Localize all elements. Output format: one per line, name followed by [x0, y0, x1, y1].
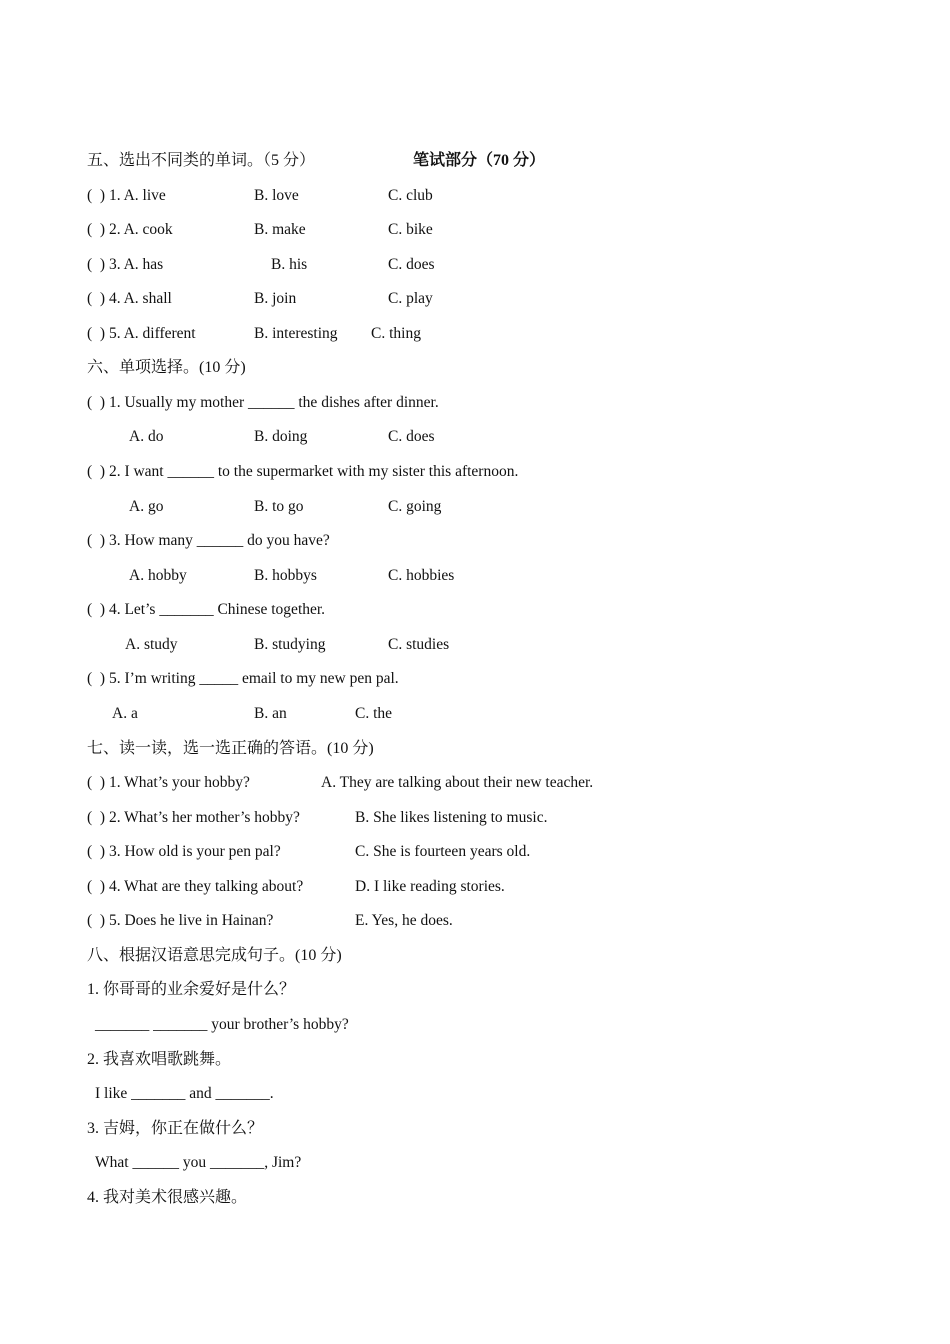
s6-item-5-option-a: A. a	[112, 704, 138, 722]
s6-item-5-option-c: C. the	[355, 704, 393, 722]
s6-item-5-option-b: B. an	[254, 704, 287, 722]
s8-item-2-english-text: I like _______ and _______.	[95, 1085, 274, 1103]
s7-item-1-question: ( ) 1. What’s your hobby?	[87, 774, 250, 792]
page-title-text: 笔试部分（70 分）	[412, 151, 545, 169]
s6-item-4-option-c: C. studies	[388, 635, 450, 653]
s5-item-2	[0, 213, 950, 248]
s8-item-3-english-text: What ______ you _______, Jim?	[95, 1154, 302, 1172]
s6-item-5-question-text: ( ) 5. I’m writing _____ email to my new pen pal.	[87, 670, 399, 688]
s7-item-2	[0, 801, 950, 836]
s8-item-2-chinese	[0, 1043, 950, 1078]
s5-item-4	[0, 282, 950, 317]
s7-answer-a: A. They are talking about their new teacher.	[321, 774, 594, 792]
s5-item-5-option-a: ( ) 5. A. different	[87, 324, 196, 342]
s6-item-1-question	[0, 386, 950, 421]
section-6-heading	[0, 351, 950, 386]
s6-item-4-option-a: A. study	[125, 635, 178, 653]
s8-item-1-chinese-text: 1. 你哥哥的业余爱好是什么？	[87, 981, 296, 999]
s8-item-1-english-text: _______ _______ your brother’s hobby?	[95, 1016, 349, 1034]
s7-answer-d: D. I like reading stories.	[355, 877, 505, 895]
s6-item-3-option-a: A. hobby	[129, 566, 187, 584]
s6-item-2-question	[0, 455, 950, 490]
section-5-heading	[0, 144, 950, 179]
s8-item-4-chinese	[0, 1181, 950, 1216]
section-7-heading-text: 七、读一读，选一选正确的答语。(10 分)	[87, 739, 374, 757]
s5-item-4-option-c: C. play	[388, 290, 433, 308]
s8-item-1-chinese	[0, 973, 950, 1008]
s7-item-5-question: ( ) 5. Does he live in Hainan?	[87, 912, 274, 930]
section-8-heading-text: 八、根据汉语意思完成句子。(10 分)	[87, 946, 342, 964]
section-8-heading	[0, 939, 950, 974]
s5-item-4-option-b: B. join	[254, 290, 297, 308]
s5-item-3	[0, 248, 950, 283]
s5-item-2-option-a: ( ) 2. A. cook	[87, 221, 173, 239]
section-7-heading	[0, 732, 950, 767]
s7-answer-c: C. She is fourteen years old.	[355, 843, 531, 861]
s7-item-3-question: ( ) 3. How old is your pen pal?	[87, 843, 281, 861]
s6-item-4-option-b: B. studying	[254, 635, 326, 653]
s6-item-1-option-b: B. doing	[254, 428, 308, 446]
s7-item-5	[0, 904, 950, 939]
s7-item-4	[0, 870, 950, 905]
exam-sheet	[0, 109, 950, 1215]
s5-item-5-option-b: B. interesting	[254, 324, 338, 342]
s8-item-2-chinese-text: 2. 我喜欢唱歌跳舞。	[87, 1050, 232, 1068]
s8-item-3-english	[0, 1146, 950, 1181]
s8-item-2-english	[0, 1077, 950, 1112]
s5-item-3-option-b: B. his	[271, 255, 308, 273]
section-5-heading-text: 五、选出不同类的单词。（5 分）	[87, 151, 316, 169]
s6-item-2-option-c: C. going	[388, 497, 442, 515]
s7-item-2-question: ( ) 2. What’s her mother’s hobby?	[87, 808, 300, 826]
s7-answer-e: E. Yes, he does.	[355, 912, 453, 930]
s5-item-4-option-a: ( ) 4. A. shall	[87, 290, 172, 308]
s6-item-3-question-text: ( ) 3. How many ______ do you have?	[87, 532, 330, 550]
s5-item-1-option-c: C. club	[388, 186, 433, 204]
s8-item-4-chinese-text: 4. 我对美术很感兴趣。	[87, 1188, 248, 1206]
s5-item-3-option-c: C. does	[388, 255, 435, 273]
s6-item-5-options	[0, 697, 950, 732]
s5-item-3-option-a: ( ) 3. A. has	[87, 255, 164, 273]
s6-item-2-option-b: B. to go	[254, 497, 304, 515]
s6-item-4-options	[0, 628, 950, 663]
s6-item-1-question-text: ( ) 1. Usually my mother ______ the dishes after dinner.	[87, 393, 439, 411]
s5-item-2-option-b: B. make	[254, 221, 306, 239]
s6-item-1-options	[0, 420, 950, 455]
s6-item-3-options	[0, 559, 950, 594]
s5-item-5-option-c: C. thing	[371, 324, 421, 342]
s6-item-3-question	[0, 524, 950, 559]
s8-item-1-english	[0, 1008, 950, 1043]
s6-item-5-question	[0, 662, 950, 697]
s5-item-1-option-b: B. love	[254, 186, 299, 204]
s6-item-2-option-a: A. go	[129, 497, 164, 515]
s6-item-4-question	[0, 593, 950, 628]
s7-answer-b: B. She likes listening to music.	[355, 808, 548, 826]
section-6-heading-text: 六、单项选择。(10 分)	[87, 359, 246, 377]
s6-item-1-option-a: A. do	[129, 428, 164, 446]
s6-item-3-option-c: C. hobbies	[388, 566, 455, 584]
s7-item-3	[0, 835, 950, 870]
s7-item-1	[0, 766, 950, 801]
s6-item-3-option-b: B. hobbys	[254, 566, 317, 584]
s5-item-1	[0, 179, 950, 214]
s5-item-5	[0, 317, 950, 352]
s8-item-3-chinese	[0, 1112, 950, 1147]
s6-item-2-question-text: ( ) 2. I want ______ to the supermarket with my sister this afternoon.	[87, 463, 519, 481]
s6-item-4-question-text: ( ) 4. Let’s _______ Chinese together.	[87, 601, 326, 619]
s8-item-3-chinese-text: 3. 吉姆，你正在做什么？	[87, 1119, 264, 1137]
s7-item-4-question: ( ) 4. What are they talking about?	[87, 877, 304, 895]
s5-item-1-option-a: ( ) 1. A. live	[87, 186, 166, 204]
s6-item-1-option-c: C. does	[388, 428, 435, 446]
s5-item-2-option-c: C. bike	[388, 221, 433, 239]
s6-item-2-options	[0, 490, 950, 525]
